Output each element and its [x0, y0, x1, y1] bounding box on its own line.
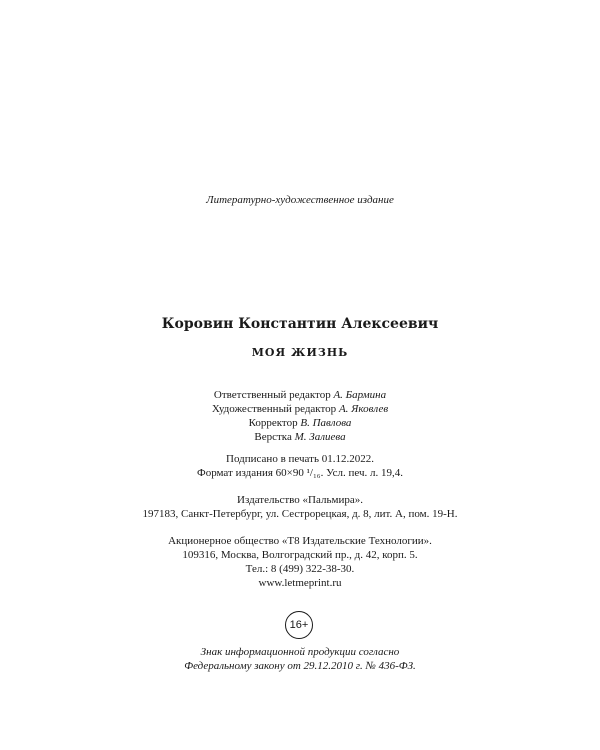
rating-note-line: Федеральному закону от 29.12.2010 г. № 436-ФЗ. [184, 660, 416, 672]
credit-line: Ответственный редактор А. Бармина [213, 389, 387, 401]
author-name: Коровин Константин Алексеевич [161, 316, 439, 332]
publisher-address: 197183, Санкт-Петербург, ул. Сестрорецкая, д. 8, лит. А, пом. 19-Н. [142, 508, 458, 520]
credit-line: Художественный редактор А. Яковлев [211, 403, 389, 415]
edition-type: Литературно-художественное издание [206, 194, 394, 206]
age-rating-badge: 16+ [285, 611, 313, 639]
signed-to-print: Подписано в печать 01.12.2022. [226, 453, 374, 465]
edition-format: Формат издания 60×90 ¹/₁₆. Усл. печ. л. 19,4. [197, 467, 403, 479]
publisher-name: Издательство «Пальмира». [237, 494, 363, 506]
printer-name: Акционерное общество «T8 Издательские Технологии». [168, 535, 432, 547]
credit-line: Корректор В. Павлова [248, 417, 352, 429]
printer-address: 109316, Москва, Волгоградский пр., д. 42, корп. 5. [182, 549, 418, 561]
credit-line: Верстка М. Залиева [254, 431, 346, 443]
rating-note-line: Знак информационной продукции согласно [200, 646, 400, 658]
printer-website: www.letmeprint.ru [258, 577, 342, 589]
book-title: МОЯ ЖИЗНЬ [251, 346, 349, 359]
printer-phone: Тел.: 8 (499) 322-38-30. [245, 563, 355, 575]
